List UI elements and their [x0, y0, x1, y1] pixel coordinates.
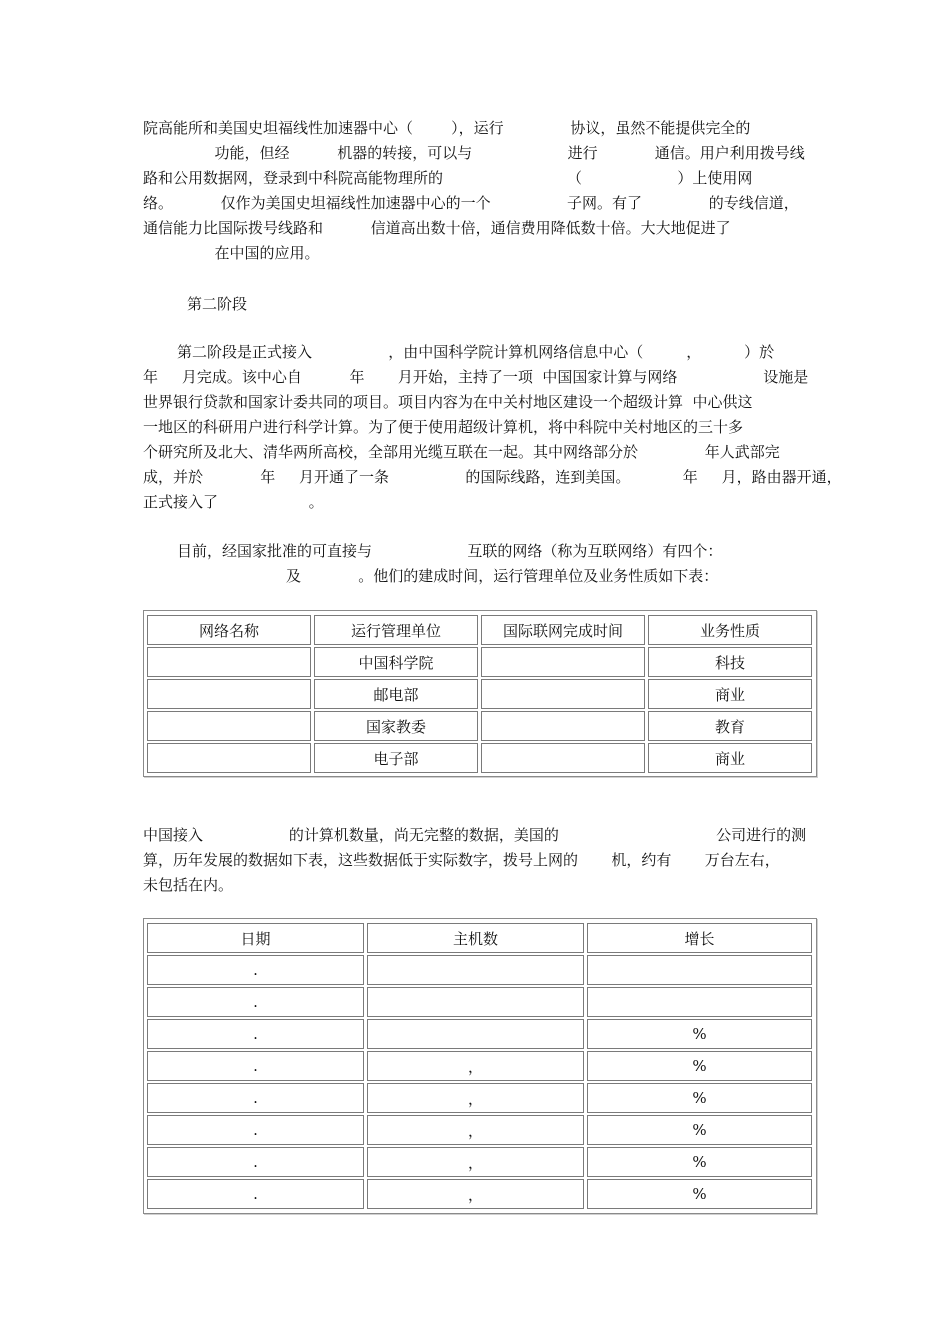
table-row [144, 955, 816, 985]
table-row [144, 1147, 816, 1177]
table-cell: . [147, 987, 364, 1017]
table-cell: ， [367, 1179, 584, 1209]
table-cell: ， [367, 1083, 584, 1113]
table-cell [481, 647, 645, 677]
table-cell: . [147, 1179, 364, 1209]
table-cell: % [587, 1083, 812, 1113]
table-header-cell: 业务性质 [648, 615, 812, 645]
paragraph-1-line: 通信能力比国际拨号线路和 信道高出数十倍，通信费用降低数十倍。大大地促进了 [143, 219, 731, 237]
table-row [144, 1179, 816, 1209]
table-cell [481, 743, 645, 773]
table-row [144, 1051, 816, 1081]
table-cell: . [147, 1115, 364, 1145]
paragraph-1-line: 在中国的应用。 [143, 244, 320, 262]
table-cell [587, 955, 812, 985]
table-row [144, 1019, 816, 1049]
paragraph-3-line: 及 。他们的建成时间，运行管理单位及业务性质如下表： [143, 567, 719, 585]
table-cell: % [587, 1019, 812, 1049]
paragraph-2-line: 年 月完成。该中心自 年 月开始，主持了一项 中国国家计算与网络 设施是 [143, 368, 809, 386]
table-header-row [144, 923, 816, 953]
table-cell [147, 743, 311, 773]
table-cell: % [587, 1115, 812, 1145]
table-cell: ， [367, 1147, 584, 1177]
table-cell: 电子部 [314, 743, 478, 773]
table-cell: % [587, 1147, 812, 1177]
paragraph-4-line: 未包括在内。 [143, 876, 234, 894]
table-cell: % [587, 1051, 812, 1081]
table-cell [147, 679, 311, 709]
table-cell: % [587, 1179, 812, 1209]
paragraph-2-line: 一地区的科研用户进行科学计算。为了便于使用超级计算机，将中科院中关村地区的三十多 [143, 418, 744, 436]
paragraph-2-line: 第二阶段是正式接入 ，由中国科学院计算机网络信息中心（ ， ）於 [177, 343, 775, 361]
table-cell: 科技 [648, 647, 812, 677]
table-header-cell: 主机数 [367, 923, 584, 953]
table-cell: . [147, 1019, 364, 1049]
network-table [143, 610, 817, 777]
paragraph-4-line: 中国接入 的计算机数量，尚无完整的数据，美国的 公司进行的测 [143, 826, 807, 844]
table-header-cell: 增长 [587, 923, 812, 953]
table-cell [147, 711, 311, 741]
table-row [144, 679, 816, 709]
table-cell: . [147, 955, 364, 985]
table-row [144, 711, 816, 741]
table-row [144, 647, 816, 677]
table-cell: 商业 [648, 679, 812, 709]
table-row [144, 743, 816, 773]
table-cell [481, 679, 645, 709]
table-cell: ， [367, 1051, 584, 1081]
paragraph-1-line: 络。 仅作为美国史坦福线性加速器中心的一个 子网。有了 的专线信道， [143, 194, 799, 212]
paragraph-1-line: 院高能所和美国史坦福线性加速器中心（ ），运行 协议，虽然不能提供完全的 [143, 119, 751, 137]
table-cell [587, 987, 812, 1017]
section-heading: 第二阶段 [187, 295, 248, 313]
table-header-cell: 日期 [147, 923, 364, 953]
table-cell: 国家教委 [314, 711, 478, 741]
paragraph-1-line: 功能，但经 机器的转接，可以与 进行 通信。用户利用拨号线 [143, 144, 805, 162]
table-cell [367, 987, 584, 1017]
table-cell: 教育 [648, 711, 812, 741]
table-cell [367, 955, 584, 985]
table-header-row [144, 615, 816, 645]
host-count-table [143, 918, 817, 1214]
table-cell: . [147, 1051, 364, 1081]
table-row [144, 1115, 816, 1145]
table-header-cell: 国际联网完成时间 [481, 615, 645, 645]
table-cell: . [147, 1083, 364, 1113]
paragraph-1-line: 路和公用数据网，登录到中科院高能物理所的 （ ）上使用网 [143, 169, 753, 187]
paragraph-2-line: 世界银行贷款和国家计委共同的项目。项目内容为在中关村地区建设一个超级计算 中心供这 [143, 393, 753, 411]
table-cell: ， [367, 1115, 584, 1145]
table-cell: 邮电部 [314, 679, 478, 709]
table-cell: 商业 [648, 743, 812, 773]
table-cell [481, 711, 645, 741]
paragraph-3-line: 目前，经国家批准的可直接与 互联的网络（称为互联网络）有四个： [177, 542, 723, 560]
table-row [144, 1083, 816, 1113]
table-header-cell: 网络名称 [147, 615, 311, 645]
table-cell: . [147, 1147, 364, 1177]
paragraph-2-line: 成，并於 年 月开通了一条 的国际线路，连到美国。 年 月，路由器开通， [143, 468, 842, 486]
table-header-cell: 运行管理单位 [314, 615, 478, 645]
table-cell: 中国科学院 [314, 647, 478, 677]
paragraph-4-line: 算，历年发展的数据如下表，这些数据低于实际数字，拨号上网的 机，约有 万台左右， [143, 851, 780, 869]
table-cell [367, 1019, 584, 1049]
paragraph-2-line: 正式接入了 。 [143, 493, 324, 511]
paragraph-2-line: 个研究所及北大、清华两所高校，全部用光缆互联在一起。其中网络部分於 年人武部完 [143, 443, 780, 461]
table-row [144, 987, 816, 1017]
table-cell [147, 647, 311, 677]
